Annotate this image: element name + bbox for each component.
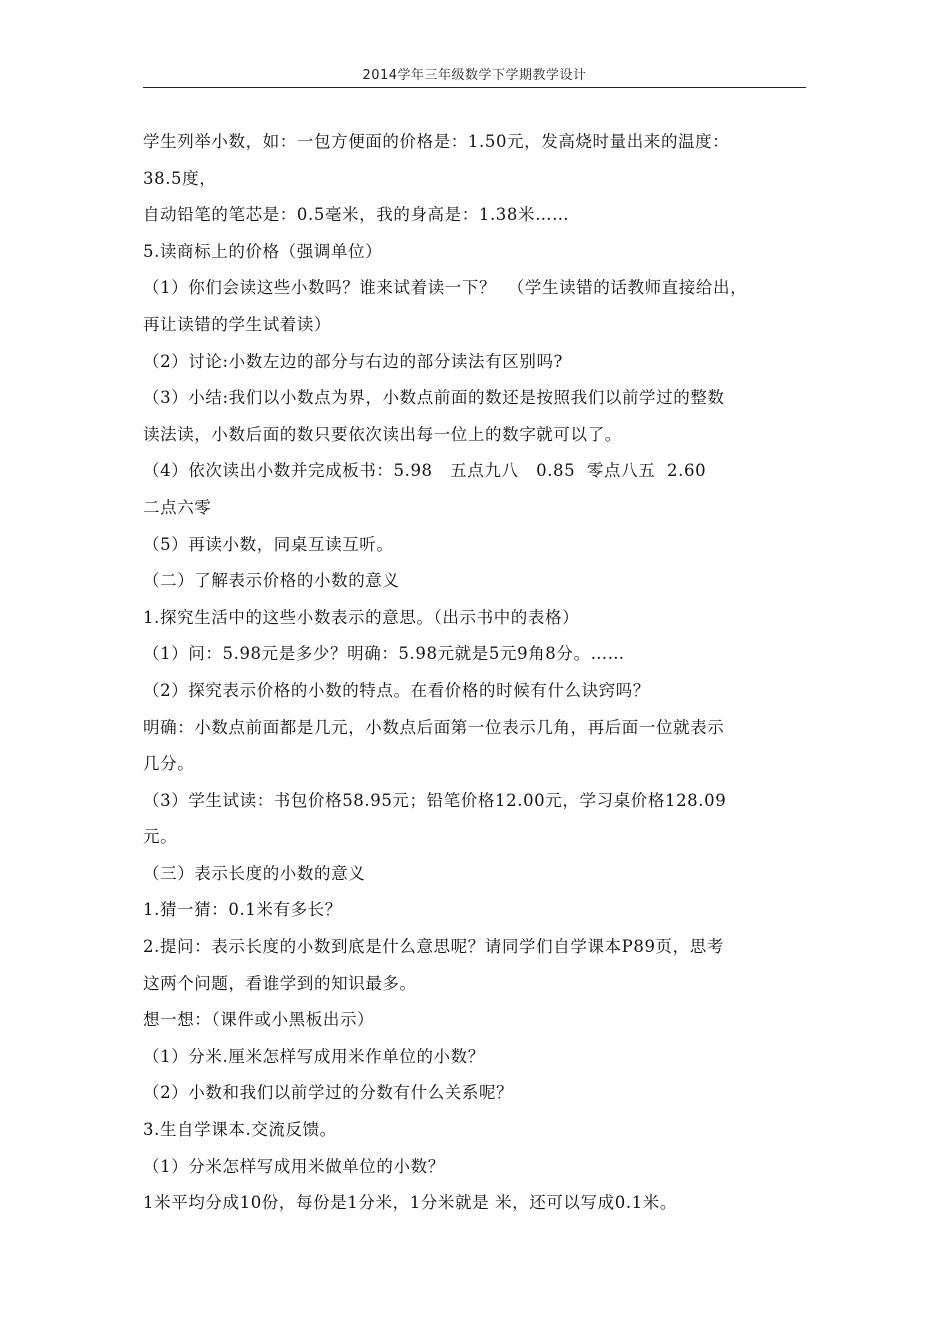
text-line: （1）你们会读这些小数吗？谁来试着读一下？ （学生读错的话教师直接给出，	[143, 278, 748, 298]
text-line: 1米平均分成10份，每份是1分米，1分米就是 米，还可以写成0.1米。	[143, 1193, 677, 1213]
text-line: 元。	[143, 827, 178, 847]
text-line: 3.生自学课本.交流反馈。	[143, 1120, 337, 1140]
text-line: （5）再读小数，同桌互读互听。	[143, 534, 394, 554]
page-header-title: 2014学年三年级数学下学期教学设计	[362, 68, 587, 83]
section-heading: （三）表示长度的小数的意义	[143, 863, 366, 883]
text-line: 几分。	[143, 754, 195, 774]
text-line: 想一想：（课件或小黑板出示）	[143, 1010, 375, 1030]
text-line: （1）分米怎样写成用米做单位的小数？	[143, 1156, 445, 1176]
text-line: （3）学生试读：书包价格58.95元；铅笔价格12.00元，学习桌价格128.09	[143, 790, 727, 810]
text-line: （4）依次读出小数并完成板书：5.98 五点九八 0.85 零点八五 2.60	[143, 461, 707, 481]
section-heading: （二）了解表示价格的小数的意义	[143, 571, 400, 591]
text-line: （3）小结:我们以小数点为界，小数点前面的数还是按照我们以前学过的整数	[143, 388, 725, 408]
text-line: （1）分米.厘米怎样写成用米作单位的小数？	[143, 1046, 485, 1066]
text-line: 二点六零	[143, 497, 212, 517]
text-line: 读法读，小数后面的数只要依次读出每一位上的数字就可以了。	[143, 424, 622, 444]
text-line: （2）探究表示价格的小数的特点。在看价格的时候有什么诀窍吗？	[143, 680, 650, 700]
header-divider	[143, 87, 806, 88]
text-line: 1.猜一猜：0.1米有多长？	[143, 900, 342, 920]
text-line: 明确：小数点前面都是几元，小数点后面第一位表示几角，再后面一位就表示	[143, 717, 725, 737]
document-body	[143, 124, 815, 1222]
text-line: （2）小数和我们以前学过的分数有什么关系呢？	[143, 1083, 514, 1103]
text-line: 学生列举小数，如：一包方便面的价格是：1.50元，发高烧时量出来的温度：	[143, 132, 730, 151]
text-line: 2.提问：表示长度的小数到底是什么意思呢？请同学们自学课本P89页，思考	[143, 937, 724, 957]
text-line: 自动铅笔的笔芯是：0.5毫米，我的身高是：1.38米……	[143, 205, 570, 225]
text-line: 这两个问题，看谁学到的知识最多。	[143, 973, 417, 993]
text-line: 1.探究生活中的这些小数表示的意思。（出示书中的表格）	[143, 607, 580, 627]
text-line: 5.读商标上的价格（强调单位）	[143, 241, 383, 261]
text-line: 38.5度，	[143, 168, 217, 188]
text-line: 再让读错的学生试着读）	[143, 314, 332, 334]
text-line: （1）问：5.98元是多少？明确：5.98元就是5元9角8分。……	[143, 644, 625, 664]
text-line: （2）讨论:小数左边的部分与右边的部分读法有区别吗?	[143, 351, 564, 371]
